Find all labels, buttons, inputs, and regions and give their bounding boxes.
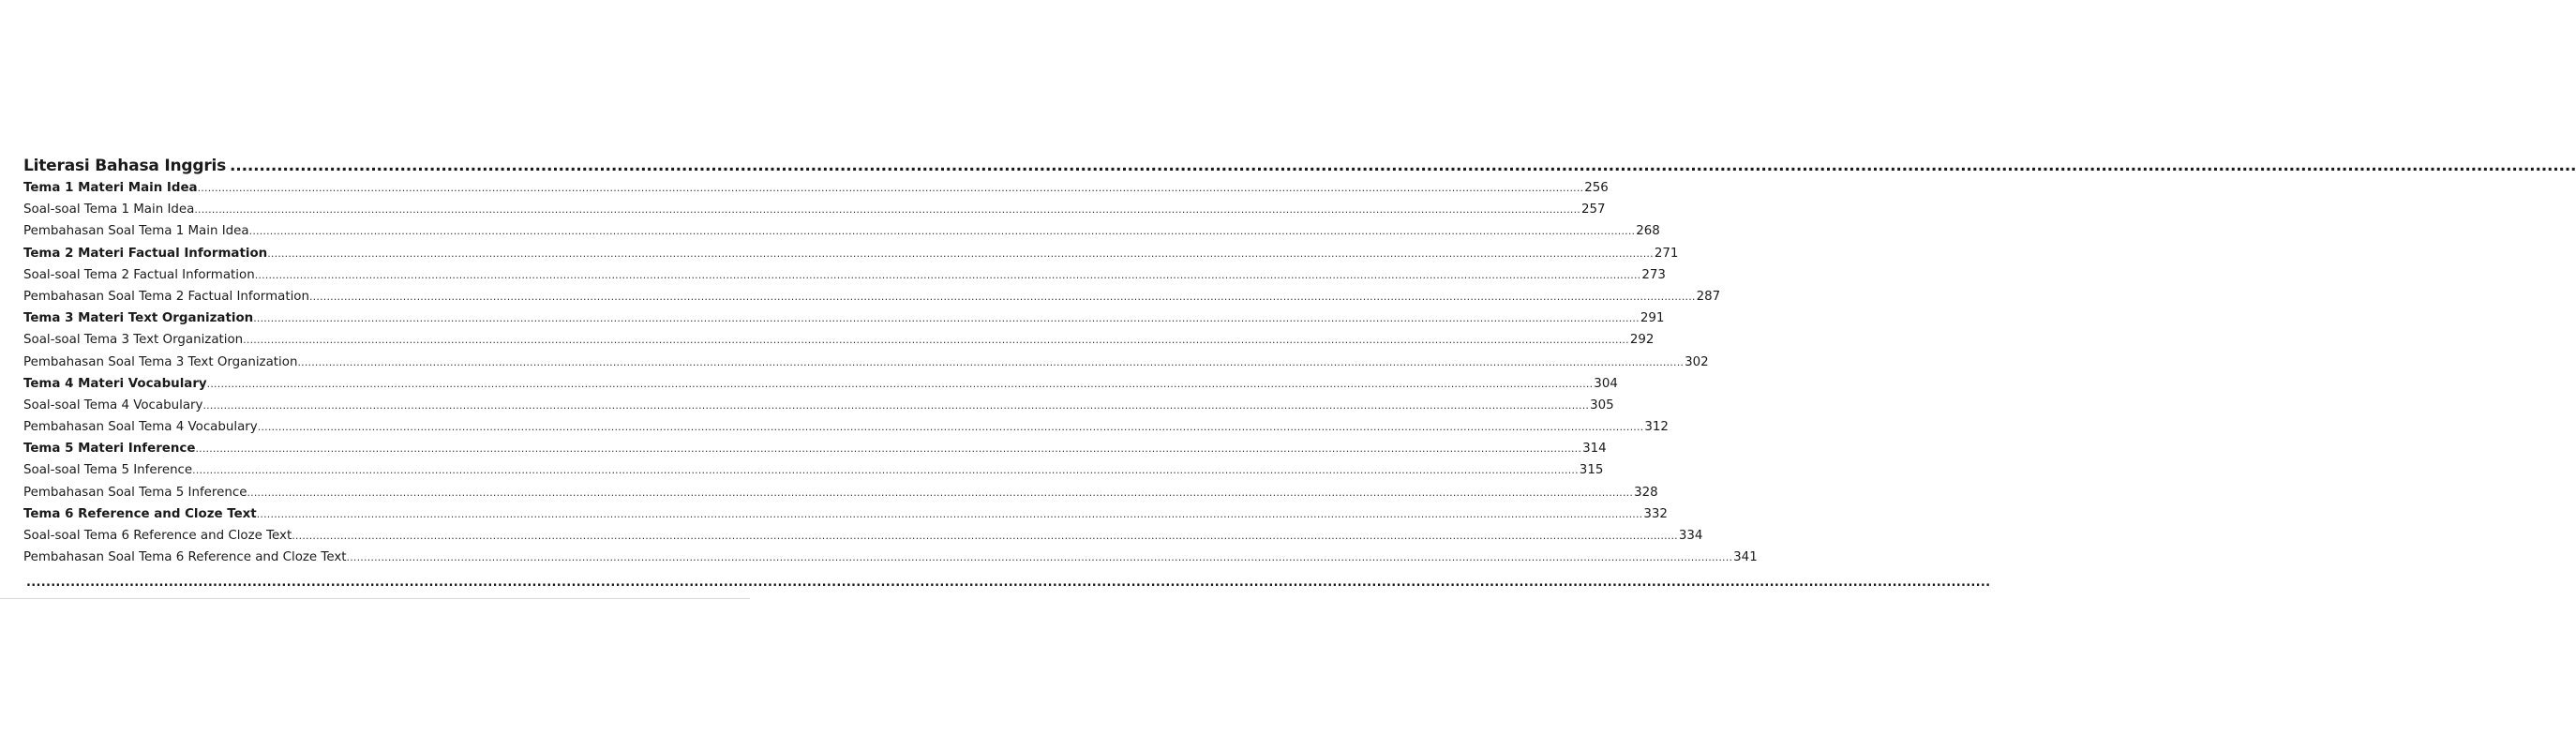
toc-entry (23, 267, 1666, 290)
toc-entry (23, 311, 1665, 333)
toc-entry (23, 202, 1606, 224)
toc-entry-page: 256 (1584, 181, 1609, 195)
toc-entry-label: Pembahasan Soal Tema 4 Vocabulary (23, 420, 258, 435)
toc-entry-label: Pembahasan Soal Tema 5 Inference (23, 485, 247, 500)
toc-entries (23, 181, 1758, 572)
toc-entry (23, 289, 1721, 311)
toc-entry (23, 506, 1668, 529)
toc-entry-page: 304 (1594, 376, 1618, 391)
dot-leader: ................................................................................................................................................................................................................................................................................................................................................................................................................ (267, 247, 1654, 260)
dot-leader: ................................................................................................................................................................................................................................................................................................................................................................................................................ (256, 507, 1643, 520)
toc-entry-label: Pembahasan Soal Tema 3 Text Organization (23, 354, 298, 369)
toc-entry (23, 529, 1703, 550)
toc-entry-page: 305 (1590, 398, 1614, 412)
dot-leader: ................................................................................................................................................................................................................................................................................................................................................................................................................ (292, 530, 1678, 542)
toc-entry-page: 268 (1636, 224, 1660, 239)
toc-heading: Literasi Bahasa Inggris (23, 157, 227, 175)
toc-entry-page: 271 (1654, 246, 1679, 261)
dot-leader: ................................................................................................................................................................................................................................................................................................................................................................................................................ (206, 377, 1594, 390)
toc-entry-page: 328 (1634, 485, 1658, 500)
toc-entry (23, 333, 1655, 354)
toc-entry-label: Tema 5 Materi Inference (23, 442, 196, 457)
toc-entry (23, 398, 1614, 420)
toc-entry (23, 354, 1709, 377)
dot-leader: ................................................................................................................................................................................................................................................................................................................................................................................................................ (253, 312, 1640, 325)
toc-entry-page: 312 (1644, 420, 1669, 435)
toc-entry-page: 332 (1643, 506, 1668, 521)
toc-entry-label: Pembahasan Soal Tema 2 Factual Information (23, 289, 309, 304)
table-of-contents (23, 157, 2576, 572)
toc-entry-page: 257 (1580, 202, 1606, 218)
toc-heading-row (23, 157, 2576, 181)
toc-entry-page: 315 (1579, 463, 1604, 478)
toc-entry-label: Soal-soal Tema 3 Text Organization (23, 333, 244, 348)
toc-entry-label: Soal-soal Tema 6 Reference and Cloze Text (23, 529, 292, 543)
toc-entry-page: 292 (1629, 333, 1655, 348)
toc-entry-label: Tema 4 Materi Vocabulary (23, 376, 207, 391)
toc-entry-page: 341 (1733, 550, 1758, 565)
toc-entry-label: Tema 2 Materi Factual Information (23, 246, 268, 261)
dot-leader: ................................................................................................................................................................................................................................................................................................................................................................................................................ (202, 398, 1590, 412)
dot-leader: ................................................................................................................................................................................................................................................................................................................................................................................................................ (247, 486, 1634, 499)
dot-leader: ................................................................................................................................................................................................................................................................................................................................................................................................................ (197, 182, 1584, 194)
page-divider (0, 598, 750, 599)
toc-entry-label: Soal-soal Tema 2 Factual Information (23, 267, 255, 282)
toc-entry (23, 420, 1669, 442)
toc-entry (23, 376, 1618, 398)
toc-entry-page: 273 (1641, 267, 1666, 282)
toc-entry (23, 246, 1679, 268)
dot-leader: ................................................................................................................................................................................................................................................................................................................................................................................................................ (26, 576, 1991, 590)
toc-entry-label: Tema 6 Reference and Cloze Text (23, 506, 257, 521)
toc-entry-page: 302 (1685, 354, 1709, 369)
toc-entry-label: Pembahasan Soal Tema 1 Main Idea (23, 224, 249, 239)
toc-entry (23, 463, 1604, 485)
dot-leader: ................................................................................................................................................................................................................................................................................................................................................................................................................ (195, 442, 1582, 456)
toc-entry-page: 334 (1678, 529, 1703, 543)
dot-leader: ................................................................................................................................................................................................................................................................................................................................................................................................................ (308, 290, 1696, 303)
toc-entry (23, 181, 1609, 202)
toc-entry (23, 485, 1658, 507)
toc-entry-label: Tema 1 Materi Main Idea (23, 181, 198, 195)
dot-leader: ................................................................................................................................................................................................................................................................................................................................................................................................................ (194, 203, 1580, 217)
dot-leader: ................................................................................................................................................................................................................................................................................................................................................................................................................ (297, 355, 1685, 368)
toc-entry-label: Tema 3 Materi Text Organization (23, 311, 254, 326)
toc-entry-page: 291 (1640, 311, 1665, 326)
dot-leader: ................................................................................................................................................................................................................................................................................................................................................................................................................ (248, 225, 1636, 238)
dot-leader: ................................................................................................................................................................................................................................................................................................................................................................................................................ (230, 157, 2576, 175)
dot-leader: ................................................................................................................................................................................................................................................................................................................................................................................................................ (257, 421, 1644, 434)
toc-entry (23, 224, 1660, 246)
toc-entry (23, 442, 1607, 463)
toc-entry-page: 314 (1582, 442, 1607, 457)
toc-entry-page: 287 (1696, 289, 1721, 304)
dot-leader: ................................................................................................................................................................................................................................................................................................................................................................................................................ (346, 551, 1733, 564)
dot-leader: ................................................................................................................................................................................................................................................................................................................................................................................................................ (254, 268, 1641, 281)
dot-leader: ................................................................................................................................................................................................................................................................................................................................................................................................................ (243, 334, 1629, 347)
dot-leader: ................................................................................................................................................................................................................................................................................................................................................................................................................ (192, 464, 1579, 477)
toc-entry-label: Soal-soal Tema 5 Inference (23, 463, 193, 478)
toc-entry-label: Pembahasan Soal Tema 6 Reference and Cloze Text (23, 550, 347, 565)
toc-entry-label: Soal-soal Tema 1 Main Idea (23, 202, 195, 218)
toc-entry (23, 550, 1758, 572)
toc-entry-label: Soal-soal Tema 4 Vocabulary (23, 398, 203, 412)
